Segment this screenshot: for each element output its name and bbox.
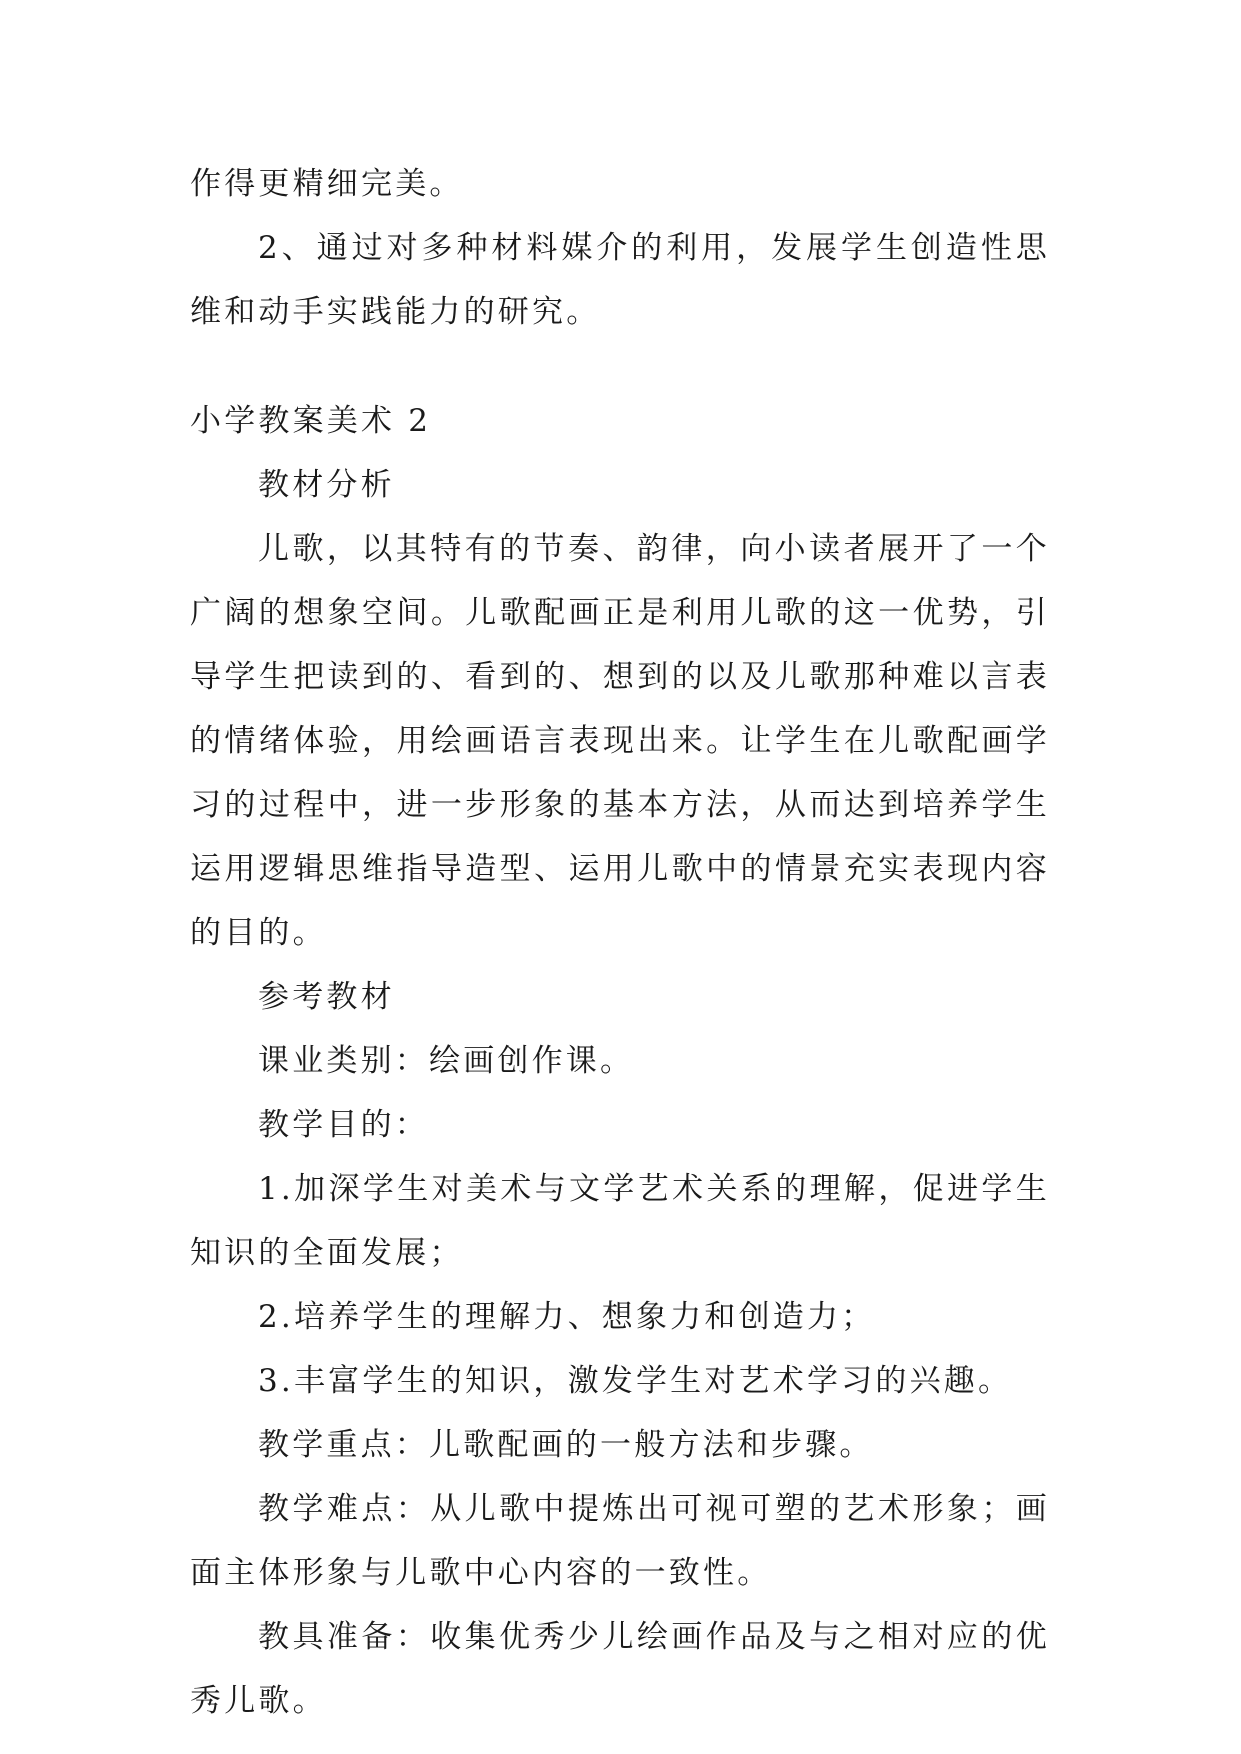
section-body <box>190 389 1050 1733</box>
continuation-text <box>190 152 1050 344</box>
list-item: 2.培养学生的理解力、想象力和创造力； <box>258 1299 876 1335</box>
list-item: 1.加深学生对美术与文学艺术关系的理解，促进学生知识的全面发展； <box>190 1171 1050 1271</box>
paragraph: 作得更精细完美。 <box>190 166 464 202</box>
paragraph-teaching-aids: 教具准备：收集优秀少儿绘画作品及与之相对应的优秀儿歌。 <box>190 1619 1050 1719</box>
list-item: 3.丰富学生的知识，激发学生对艺术学习的兴趣。 <box>258 1363 1013 1399</box>
paragraph: 儿歌，以其特有的节奏、韵律，向小读者展开了一个广阔的想象空间。儿歌配画正是利用儿歌的这一优势，引导学生把读到的、看到的、想到的以及儿歌那种难以言表的情绪体验，用绘画语言表现出来。让学生在儿歌配画学习的过程中，进一步形象的基本方法，从而达到培养学生运用逻辑思维指导造型、运用儿歌中的情景充实表现内容的目的。 <box>190 531 1050 951</box>
paragraph-teaching-goals-label: 教学目的： <box>258 1107 429 1143</box>
paragraph: 2、通过对多种材料媒介的利用，发展学生创造性思维和动手实践能力的研究。 <box>190 230 1050 330</box>
subheading-textbook-analysis: 教材分析 <box>258 467 395 503</box>
section-title: 小学教案美术 2 <box>190 403 432 439</box>
paragraph-difficulties: 教学难点：从儿歌中提炼出可视可塑的艺术形象；画面主体形象与儿歌中心内容的一致性。 <box>190 1491 1050 1591</box>
paragraph-course-category: 课业类别：绘画创作课。 <box>258 1043 635 1079</box>
subheading-reference-material: 参考教材 <box>258 979 395 1015</box>
paragraph-key-points: 教学重点：儿歌配画的一般方法和步骤。 <box>258 1427 874 1463</box>
